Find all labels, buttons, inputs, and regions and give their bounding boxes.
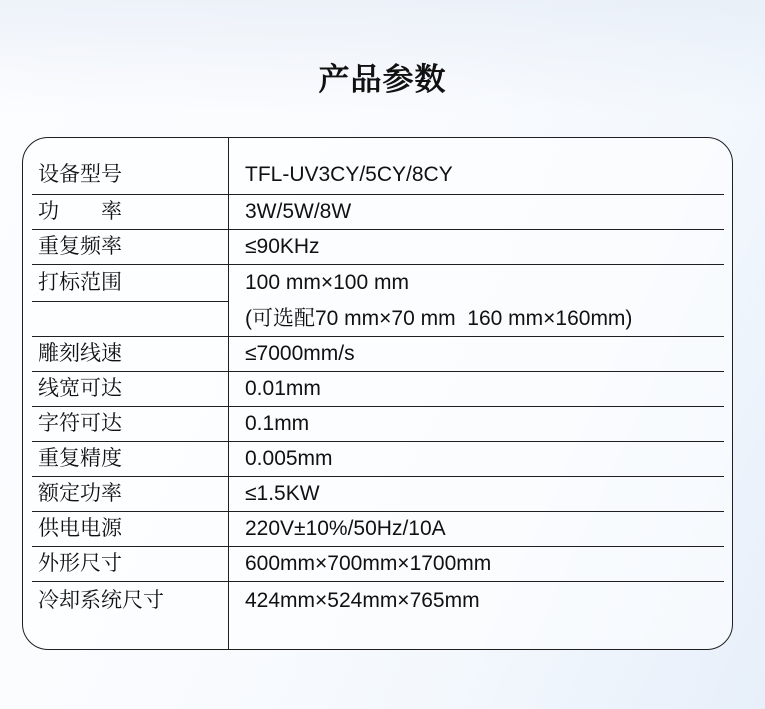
table-row	[23, 264, 732, 301]
table-row	[23, 194, 732, 229]
spec-value: ≤7000mm/s	[245, 341, 355, 365]
spec-label: 功 率	[38, 199, 122, 223]
spec-value: ≤90KHz	[245, 234, 320, 258]
table-row	[23, 406, 732, 441]
spec-label: 外形尺寸	[38, 551, 122, 575]
spec-value: 0.1mm	[245, 411, 310, 435]
table-row	[23, 476, 732, 511]
spec-label: 打标范围	[38, 270, 122, 294]
table-row	[23, 138, 732, 194]
table-row	[23, 581, 732, 643]
page-title: 产品参数	[318, 62, 447, 97]
spec-label: 冷却系统尺寸	[38, 589, 164, 612]
table-row	[23, 511, 732, 546]
table-row	[23, 441, 732, 476]
spec-value: 100 mm×100 mm	[245, 270, 409, 294]
table-row	[23, 546, 732, 581]
spec-label: 雕刻线速	[38, 341, 122, 365]
table-row	[23, 336, 732, 371]
spec-value: 3W/5W/8W	[245, 199, 352, 223]
spec-value: 0.005mm	[245, 446, 333, 470]
spec-value: ≤1.5KW	[245, 481, 320, 505]
spec-label: 供电电源	[38, 516, 122, 540]
spec-value: 0.01mm	[245, 376, 321, 400]
spec-label: 字符可达	[38, 411, 122, 435]
spec-table-rows	[23, 138, 732, 649]
spec-value: 220V±10%/50Hz/10A	[245, 516, 446, 540]
spec-value: TFL-UV3CY/5CY/8CY	[245, 163, 453, 186]
spec-label: 线宽可达	[38, 376, 122, 400]
spec-value: 424mm×524mm×765mm	[245, 589, 480, 612]
spec-label: 重复频率	[38, 234, 122, 258]
table-row	[23, 371, 732, 406]
spec-label: 重复精度	[38, 446, 122, 470]
spec-label: 设备型号	[38, 163, 122, 186]
table-row	[23, 301, 732, 336]
spec-value: 600mm×700mm×1700mm	[245, 551, 492, 575]
spec-table	[22, 137, 733, 650]
spec-label: 额定功率	[38, 481, 122, 505]
table-row	[23, 229, 732, 264]
spec-value: (可选配70 mm×70 mm 160 mm×160mm)	[245, 306, 633, 330]
column-divider	[228, 138, 229, 649]
